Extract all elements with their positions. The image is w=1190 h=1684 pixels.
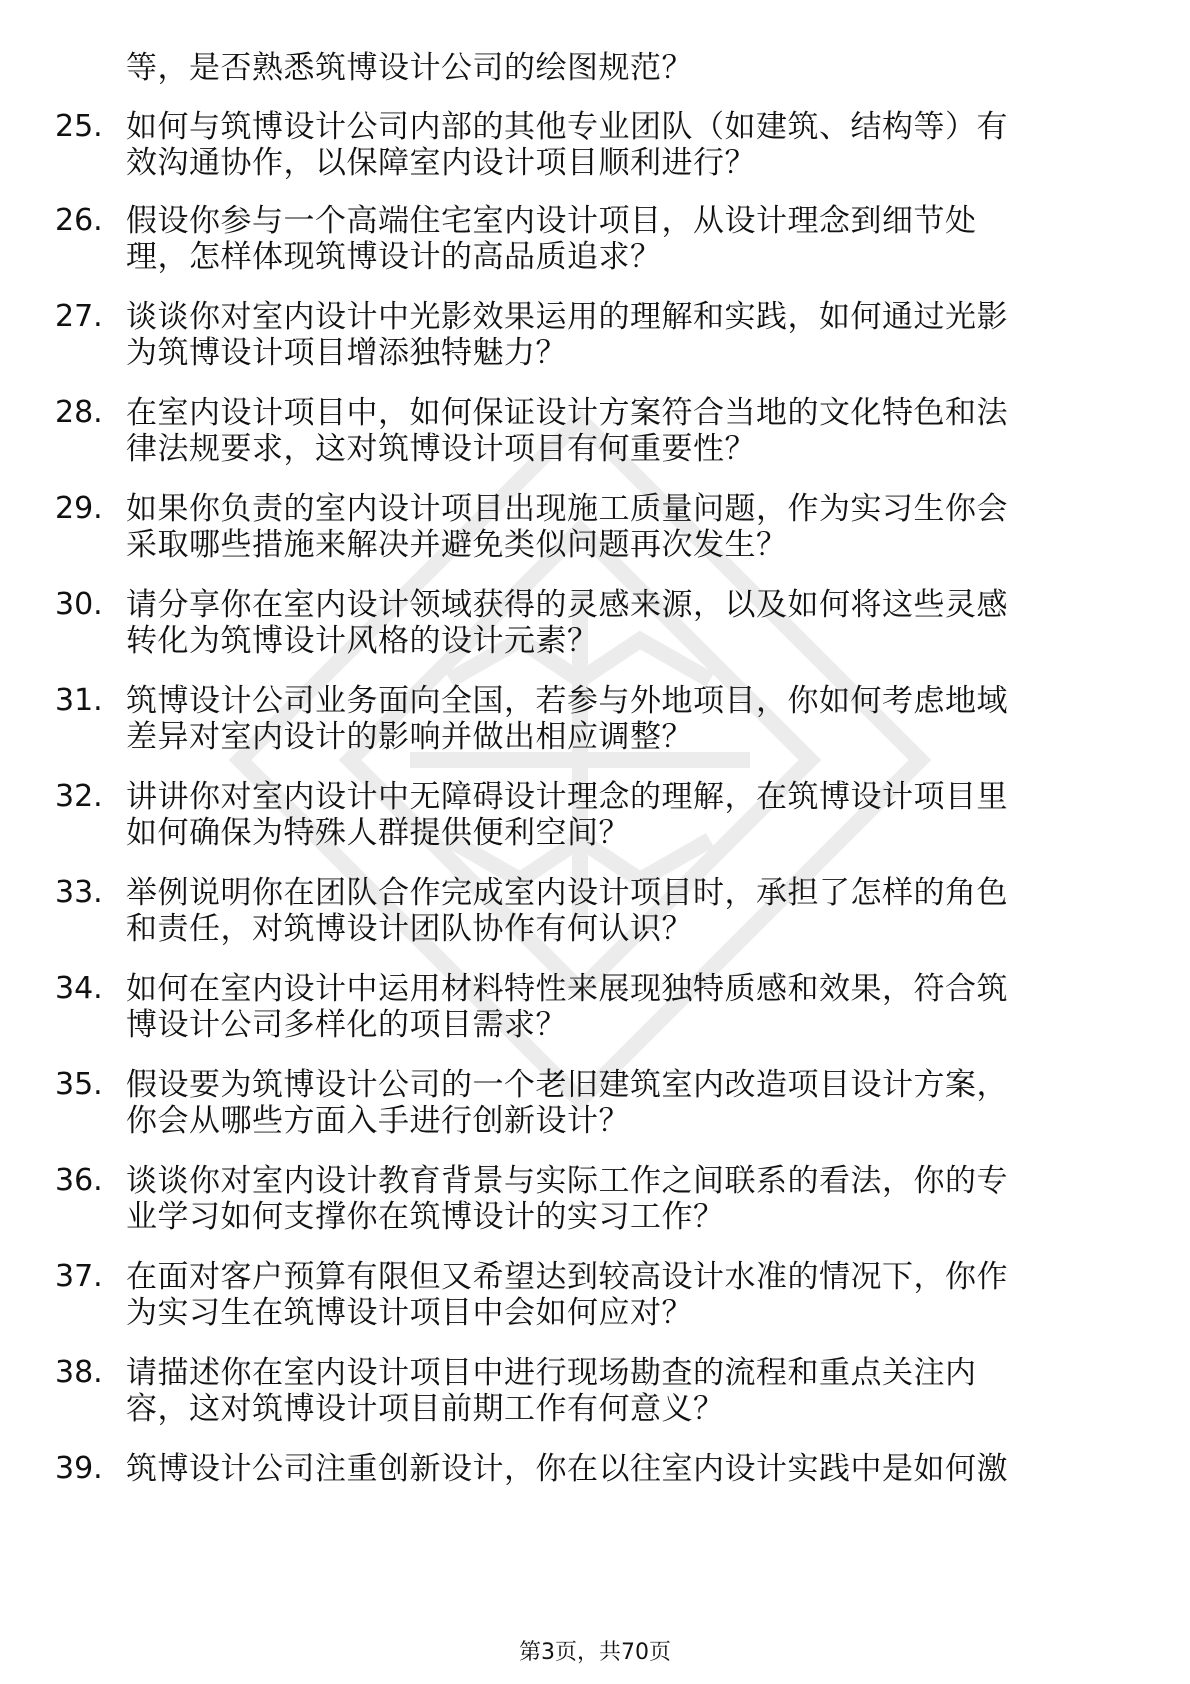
list-item-number: 39.: [55, 1451, 103, 1486]
list-item-line: 如何在室内设计中运用材料特性来展现独特质感和效果，符合筑: [126, 971, 1008, 1007]
list-item-number: 36.: [55, 1163, 103, 1198]
list-item-line: 谈谈你对室内设计教育背景与实际工作之间联系的看法，你的专: [126, 1163, 1008, 1199]
list-item-line: 请描述你在室内设计项目中进行现场勘查的流程和重点关注内: [126, 1355, 977, 1391]
list-item-number: 28.: [55, 395, 103, 430]
list-item-number: 38.: [55, 1355, 103, 1390]
list-item-line: 筑博设计公司业务面向全国，若参与外地项目，你如何考虑地域: [126, 683, 1008, 719]
list-item-number: 35.: [55, 1067, 103, 1102]
list-item-continuation-line-1: 等，是否熟悉筑博设计公司的绘图规范？: [126, 50, 693, 86]
list-item-line: 在面对客户预算有限但又希望达到较高设计水准的情况下，你作: [126, 1259, 1008, 1295]
list-item-line: 假设要为筑博设计公司的一个老旧建筑室内改造项目设计方案，: [126, 1067, 1008, 1103]
list-item-line: 理，怎样体现筑博设计的高品质追求？: [126, 239, 662, 275]
list-item-line: 效沟通协作，以保障室内设计项目顺利进行？: [126, 145, 756, 181]
list-item-line: 筑博设计公司注重创新设计，你在以往室内设计实践中是如何激: [126, 1451, 1008, 1487]
list-item-line: 采取哪些措施来解决并避免类似问题再次发生？: [126, 527, 788, 563]
list-item-line: 转化为筑博设计风格的设计元素？: [126, 623, 599, 659]
list-item-number: 30.: [55, 587, 103, 622]
list-item-number: 27.: [55, 299, 103, 334]
list-item-number: 34.: [55, 971, 103, 1006]
list-item-number: 26.: [55, 203, 103, 238]
list-item-line: 业学习如何支撑你在筑博设计的实习工作？: [126, 1199, 725, 1235]
list-item-line: 博设计公司多样化的项目需求？: [126, 1007, 567, 1043]
list-item-line: 如何与筑博设计公司内部的其他专业团队（如建筑、结构等）有: [126, 109, 1008, 145]
list-item-number: 25.: [55, 109, 103, 144]
list-item-line: 律法规要求，这对筑博设计项目有何重要性？: [126, 431, 756, 467]
list-item-line: 讲讲你对室内设计中无障碍设计理念的理解，在筑博设计项目里: [126, 779, 1008, 815]
list-item-line: 在室内设计项目中，如何保证设计方案符合当地的文化特色和法: [126, 395, 1008, 431]
list-item-number: 29.: [55, 491, 103, 526]
list-item-line: 如果你负责的室内设计项目出现施工质量问题，作为实习生你会: [126, 491, 1008, 527]
list-item-line: 谈谈你对室内设计中光影效果运用的理解和实践，如何通过光影: [126, 299, 1008, 335]
list-item-line: 如何确保为特殊人群提供便利空间？: [126, 815, 630, 851]
page-number-footer: 第3页，共70页: [519, 1640, 671, 1665]
list-item-line: 为筑博设计项目增添独特魅力？: [126, 335, 567, 371]
list-item-line: 差异对室内设计的影响并做出相应调整？: [126, 719, 693, 755]
list-item-line: 你会从哪些方面入手进行创新设计？: [126, 1103, 630, 1139]
list-item-number: 37.: [55, 1259, 103, 1294]
list-item-line: 容，这对筑博设计项目前期工作有何意义？: [126, 1391, 725, 1427]
list-item-number: 31.: [55, 683, 103, 718]
list-item-line: 和责任，对筑博设计团队协作有何认识？: [126, 911, 693, 947]
list-item-line: 举例说明你在团队合作完成室内设计项目时，承担了怎样的角色: [126, 875, 1008, 911]
list-item-number: 32.: [55, 779, 103, 814]
list-item-line: 请分享你在室内设计领域获得的灵感来源，以及如何将这些灵感: [126, 587, 1008, 623]
list-item-number: 33.: [55, 875, 103, 910]
list-item-line: 假设你参与一个高端住宅室内设计项目，从设计理念到细节处: [126, 203, 977, 239]
list-item-line: 为实习生在筑博设计项目中会如何应对？: [126, 1295, 693, 1331]
